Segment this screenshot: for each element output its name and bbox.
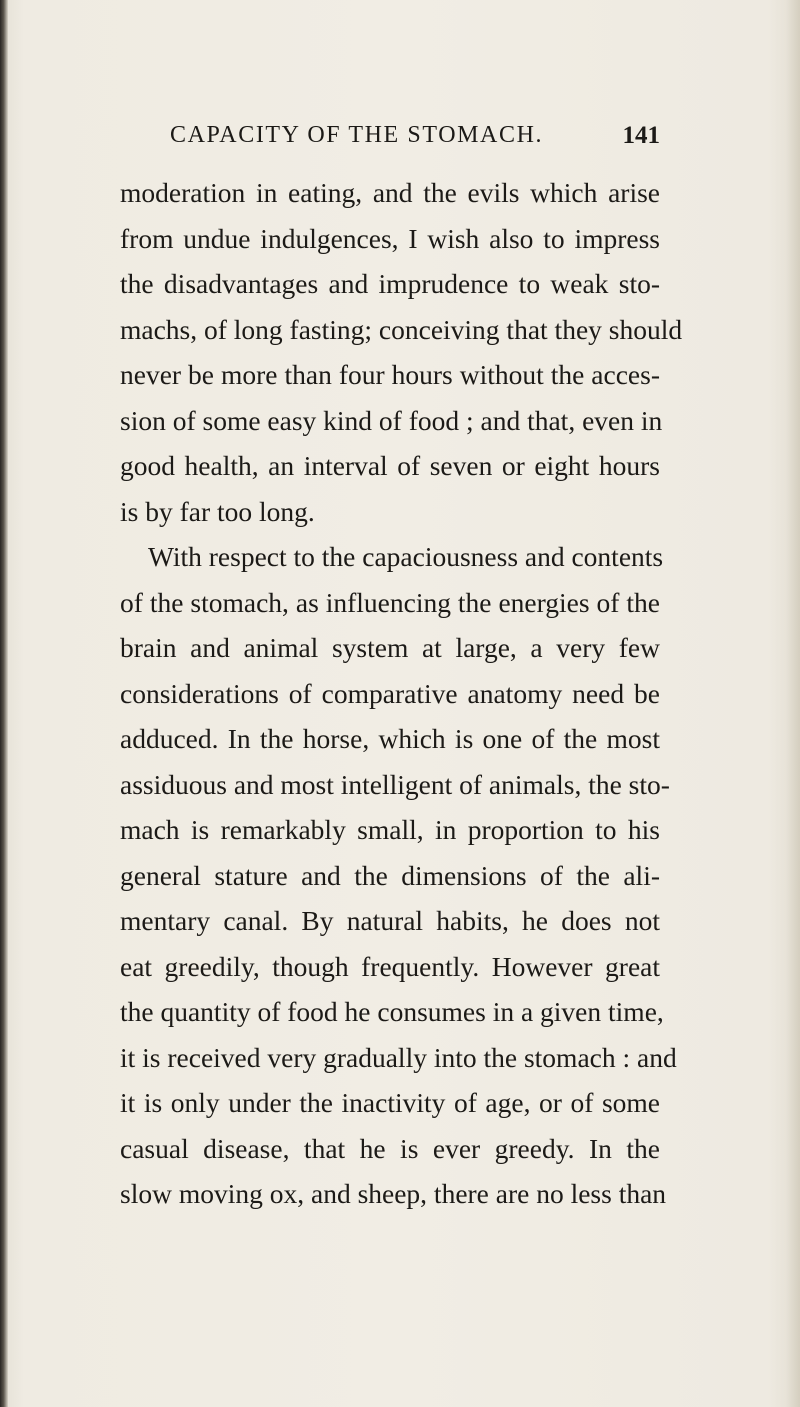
text-line: eat greedily, though frequently. However great bbox=[120, 950, 660, 982]
page-edge-shadow bbox=[786, 0, 800, 1407]
paragraph-start-line: With respect to the capaciousness and contents bbox=[148, 541, 664, 572]
text-line: moderation in eating, and the evils which arise bbox=[120, 177, 660, 208]
text-line: assiduous and most intelligent of animals, the sto- bbox=[120, 768, 670, 800]
text-line: from undue indulgences, I wish also to impress bbox=[120, 222, 660, 254]
text-line: mentary canal. By natural habits, he does not bbox=[120, 905, 660, 936]
text-line: mach is remarkably small, in proportion to his bbox=[120, 814, 660, 845]
text-line: general stature and the dimensions of the ali- bbox=[120, 859, 660, 891]
text-line: never be more than four hours without the acces- bbox=[120, 359, 660, 390]
text-line: casual disease, that he is ever greedy. In the bbox=[120, 1132, 660, 1164]
text-line: slow moving ox, and sheep, there are no less than bbox=[120, 1178, 667, 1209]
text-line: it is only under the inactivity of age, or of some bbox=[120, 1087, 660, 1118]
page-number: 141 bbox=[622, 122, 660, 149]
text-line: the disadvantages and imprudence to weak sto- bbox=[120, 268, 660, 299]
binding-gutter bbox=[0, 0, 8, 1407]
running-head-title: CAPACITY OF THE STOMACH. bbox=[170, 122, 544, 148]
paragraph-end-line: is by far too long. bbox=[120, 495, 315, 527]
text-line: adduced. In the horse, which is one of the most bbox=[120, 723, 660, 754]
text-line: it is received very gradually into the stomach : and bbox=[120, 1041, 677, 1073]
text-line: machs, of long fasting; conceiving that they should bbox=[120, 313, 683, 345]
text-line: of the stomach, as influencing the energies of the bbox=[120, 586, 660, 618]
text-line: considerations of comparative anatomy need be bbox=[120, 677, 660, 709]
text-line: sion of some easy kind of food ; and that, even in bbox=[120, 404, 663, 436]
body-text bbox=[120, 170, 683, 1217]
text-line: good health, an interval of seven or eight hours bbox=[120, 450, 660, 481]
running-head bbox=[120, 122, 660, 162]
text-line: the quantity of food he consumes in a given time, bbox=[120, 996, 664, 1027]
text-line: brain and animal system at large, a very few bbox=[120, 632, 660, 663]
